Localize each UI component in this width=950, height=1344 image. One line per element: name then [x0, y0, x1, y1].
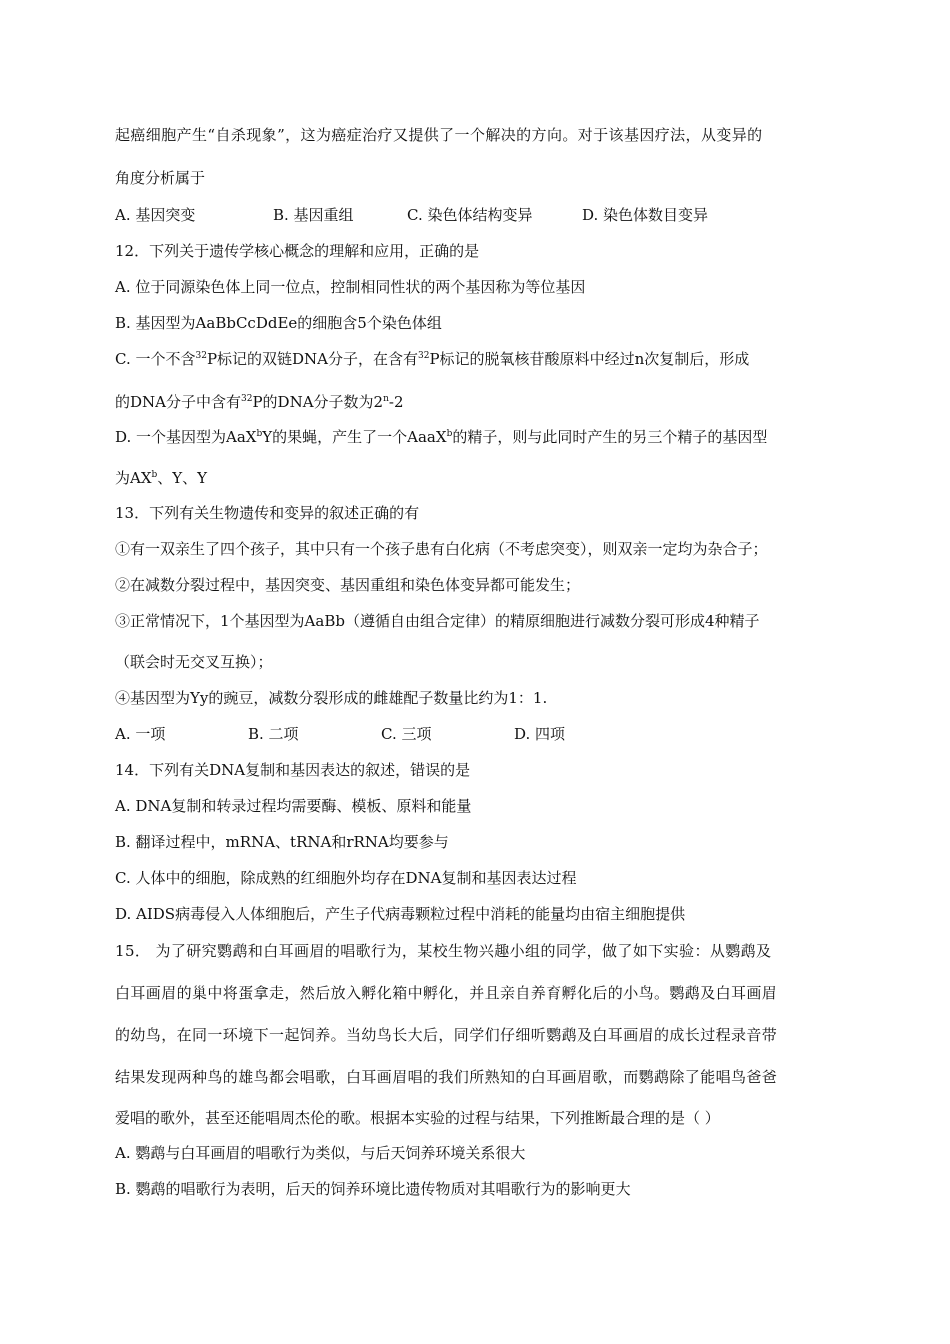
q12-c-sup-2: 32 — [418, 351, 430, 361]
q13-statement-4: ④基因型为Yy的豌豆，减数分裂形成的雌雄配子数量比约为1：1. — [115, 689, 548, 707]
q13-option-d: D. 四项 — [514, 725, 566, 743]
q13-statement-3-line-1: ③正常情况下，1个基因型为AaBb（遵循自由组合定律）的精原细胞进行减数分裂可形成4种精子 — [115, 612, 760, 630]
q12-d2-sup: b — [151, 470, 158, 480]
q13-option-a: A. 一项 — [115, 725, 166, 743]
q12-c-text-1: C. 一个不含 — [115, 350, 196, 368]
q12-d2-text-1: 为AX — [115, 469, 152, 487]
q12-option-c-line-1 — [115, 349, 749, 372]
q11-option-c: C. 染色体结构变异 — [407, 206, 533, 224]
q14-option-b: B. 翻译过程中，mRNA、tRNA和rRNA均要参与 — [115, 833, 449, 851]
q15-stem-line-2: 白耳画眉的巢中将蛋拿走，然后放入孵化箱中孵化，并且亲自养育孵化后的小鸟。鹦鹉及白耳画眉 — [115, 984, 778, 1002]
q12-c2-sup-1: 32 — [241, 394, 253, 404]
q13-option-b: B. 二项 — [248, 725, 299, 743]
q12-d-text-1: D. 一个基因型为AaX — [115, 428, 257, 446]
q11-stem-line-1: 起癌细胞产生“自杀现象”，这为癌症治疗又提供了一个解决的方向。对于该基因疗法，从变异的 — [115, 126, 763, 144]
q13-statement-2: ②在减数分裂过程中，基因突变、基因重组和染色体变异都可能发生； — [115, 576, 581, 594]
q15-option-a: A. 鹦鹉与白耳画眉的唱歌行为类似，与后天饲养环境关系很大 — [115, 1144, 526, 1162]
q15-stem-line-5: 爱唱的歌外，甚至还能唱周杰伦的歌。根据本实验的过程与结果，下列推断最合理的是（ ） — [115, 1109, 720, 1127]
q12-c2-sup-2: n — [383, 394, 389, 404]
q15-stem-line-4: 结果发现两种鸟的雄鸟都会唱歌，白耳画眉唱的我们所熟知的白耳画眉歌，而鹦鹉除了能唱鸟爸爸 — [115, 1068, 778, 1086]
q13-statement-1: ①有一双亲生了四个孩子，其中只有一个孩子患有白化病（不考虑突变），则双亲一定均为杂合子； — [115, 540, 768, 558]
q12-option-a: A. 位于同源染色体上同一位点，控制相同性状的两个基因称为等位基因 — [115, 278, 586, 296]
q12-option-d-line-2 — [115, 468, 207, 491]
q14-option-c: C. 人体中的细胞，除成熟的红细胞外均存在DNA复制和基因表达过程 — [115, 869, 577, 887]
q15-stem-line-3: 的幼鸟，在同一环境下一起饲养。当幼鸟长大后，同学们仔细听鹦鹉及白耳画眉的成长过程录音带 — [115, 1026, 778, 1044]
q12-stem: 12．下列关于遗传学核心概念的理解和应用，正确的是 — [115, 242, 480, 260]
q14-option-d: D. AIDS病毒侵入人体细胞后，产生子代病毒颗粒过程中消耗的能量均由宿主细胞提供 — [115, 905, 686, 923]
q15-stem-line-1: 15． 为了研究鹦鹉和白耳画眉的唱歌行为，某校生物兴趣小组的同学，做了如下实验：从鹦鹉及 — [115, 942, 772, 960]
q15-option-b: B. 鹦鹉的唱歌行为表明，后天的饲养环境比遗传物质对其唱歌行为的影响更大 — [115, 1180, 631, 1198]
q11-option-b: B. 基因重组 — [273, 206, 354, 224]
q13-option-c: C. 三项 — [381, 725, 432, 743]
q12-c-text-3: P标记的脱氧核苷酸原料中经过n次复制后，形成 — [429, 350, 750, 368]
q11-stem-line-2: 角度分析属于 — [115, 169, 206, 187]
q12-d-text-2: Y的果蝇，产生了一个AaaX — [262, 428, 447, 446]
q12-d2-text-2: 、Y、Y — [157, 469, 208, 487]
q13-stem: 13．下列有关生物遗传和变异的叙述正确的有 — [115, 504, 420, 522]
q12-d-text-3: 的精子，则与此同时产生的另三个精子的基因型 — [452, 428, 768, 446]
q12-option-c-line-2 — [115, 392, 404, 415]
q12-d-sup-2: b — [446, 429, 453, 439]
q12-option-d-line-1 — [115, 427, 767, 450]
q12-c2-text-2: P的DNA分子数为2 — [252, 393, 384, 411]
q12-c-text-2: P标记的双链DNA分子，在含有 — [206, 350, 419, 368]
q14-stem: 14．下列有关DNA复制和基因表达的叙述，错误的是 — [115, 761, 471, 779]
q14-option-a: A. DNA复制和转录过程均需要酶、模板、原料和能量 — [115, 797, 472, 815]
q11-option-a: A. 基因突变 — [115, 206, 196, 224]
q12-c2-text-3: -2 — [388, 393, 404, 411]
q11-option-d: D. 染色体数目变异 — [582, 206, 709, 224]
q12-c-sup-1: 32 — [195, 351, 207, 361]
q12-c2-text-1: 的DNA分子中含有 — [115, 393, 241, 411]
q12-option-b: B. 基因型为AaBbCcDdEe的细胞含5个染色体组 — [115, 314, 442, 332]
q12-d-sup-1: b — [256, 429, 263, 439]
q13-statement-3-line-2: （联会时无交叉互换）； — [115, 653, 273, 671]
